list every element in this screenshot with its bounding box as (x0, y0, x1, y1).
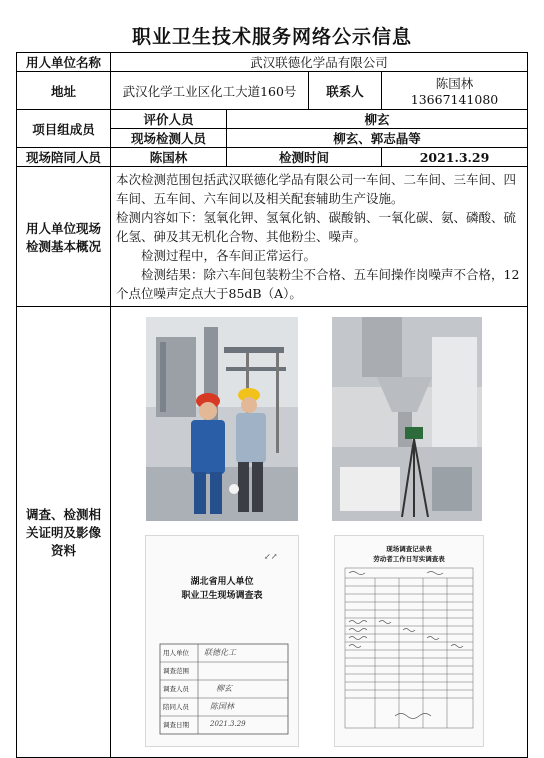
survey-form-heading-2: 职业卫生现场调查表 (181, 591, 263, 601)
overview-items: 检测内容如下：氢氧化钾、氢氧化钠、碳酸钠、一氧化碳、氨、磷酸、硫化氢、砷及其无机化合物、其他粉尘、噪声。 (116, 210, 517, 244)
evaluator-label: 评价人员 (111, 110, 227, 129)
record-form-grid (335, 536, 483, 746)
survey-form-hand-1: 联德化工 (204, 648, 236, 657)
info-table (16, 52, 528, 758)
survey-form-hand-4: 2021.3.29 (210, 720, 246, 728)
survey-form-corner-mark: ↙↗ (264, 552, 278, 561)
photo-equipment (332, 317, 482, 521)
address-label: 地址 (17, 72, 111, 110)
overview-content (111, 167, 528, 307)
photo-workers (146, 317, 298, 521)
contact-label: 联系人 (309, 72, 382, 110)
overview-label: 用人单位现场检测基本概况 (17, 167, 111, 307)
contact-phone: 13667141080 (410, 92, 499, 107)
escort-label: 现场陪同人员 (17, 148, 111, 167)
survey-form-grid (146, 536, 298, 746)
employer-label: 用人单位名称 (17, 53, 111, 72)
escort-value: 陈国林 (111, 148, 227, 167)
survey-form-hand-3: 陈国林 (210, 702, 234, 711)
contact-value (382, 72, 528, 110)
photo-equipment-image (332, 317, 482, 521)
detection-time-label: 检测时间 (227, 148, 382, 167)
field-detector-value: 柳玄、郭志晶等 (227, 129, 528, 148)
overview-result: 检测结果：除六车间包装粉尘不合格、五车间操作岗噪声不合格，12个点位噪声定点大于85dB（A）。 (116, 267, 520, 301)
evaluator-value: 柳玄 (227, 110, 528, 129)
detection-time-value: 2021.3.29 (382, 148, 528, 167)
survey-form-row-5: 调查日期 (163, 721, 189, 729)
overview-process: 检测过程中，各车间正常运行。 (141, 248, 317, 263)
employer-value: 武汉联德化学品有限公司 (111, 53, 528, 72)
team-label: 项目组成员 (17, 110, 111, 148)
survey-form-row-4: 陪同人员 (163, 703, 189, 711)
survey-form-heading-1: 湖北省用人单位 (190, 577, 254, 587)
survey-form-row-2: 调查范围 (163, 667, 189, 675)
survey-form-row-3: 调查人员 (163, 685, 189, 693)
survey-form-row-1: 用人单位 (163, 649, 189, 657)
record-form-heading-1: 现场调查记录表 (386, 545, 432, 553)
evidence-media (111, 307, 528, 758)
evidence-label: 调查、检测相关证明及影像资料 (17, 307, 111, 758)
record-form-heading-2: 劳动者工作日写实调查表 (373, 555, 445, 563)
survey-form-scan (145, 535, 299, 747)
field-detector-label: 现场检测人员 (111, 129, 227, 148)
page-title: 职业卫生技术服务网络公示信息 (131, 26, 412, 48)
address-value: 武汉化学工业区化工大道160号 (111, 72, 309, 110)
contact-name: 陈国林 (435, 76, 474, 91)
overview-scope: 本次检测范围包括武汉联德化学品有限公司一车间、二车间、三车间、四车间、五车间、六车间以及相关配套辅助生产设施。 (116, 172, 517, 206)
record-form-scan (334, 535, 484, 747)
photo-workers-image (146, 317, 298, 521)
survey-form-hand-2: 柳玄 (216, 684, 232, 693)
